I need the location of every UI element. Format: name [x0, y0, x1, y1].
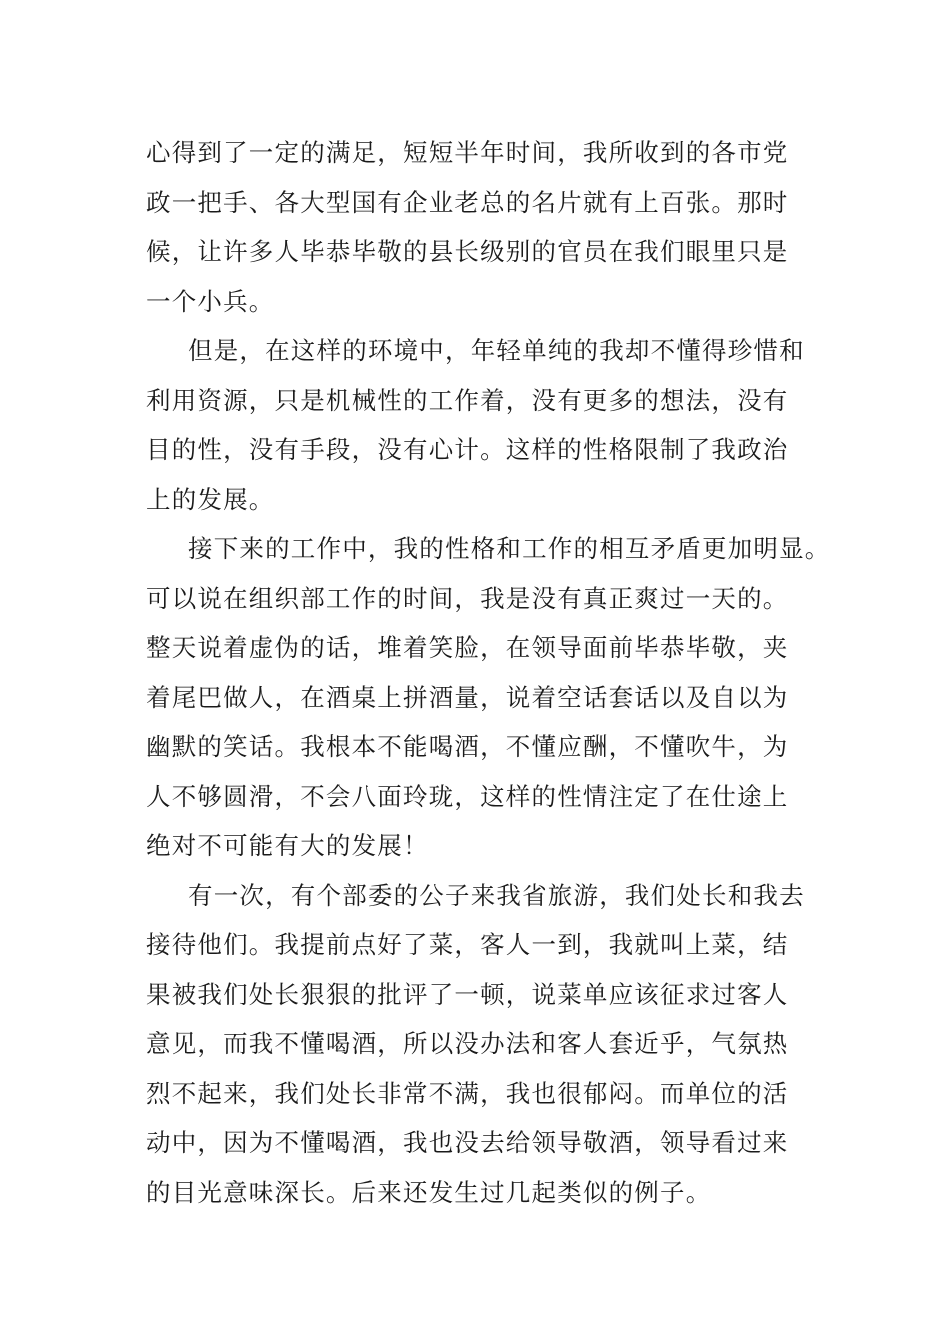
text-line: 着尾巴做人，在酒桌上拼酒量，说着空话套话以及自以为: [146, 682, 789, 712]
text-line: 一个小兵。: [146, 286, 275, 316]
text-line: 动中，因为不懂喝酒，我也没去给领导敬酒，领导看过来: [146, 1128, 789, 1157]
text-line: 政一把手、各大型国有企业老总的名片就有上百张。那时: [146, 187, 789, 217]
text-line: 幽默的笑话。我根本不能喝酒，不懂应酬，不懂吹牛，为: [146, 732, 789, 761]
text-line: 候，让许多人毕恭毕敬的县长级别的官员在我们眼里只是: [146, 237, 789, 266]
text-line: 心得到了一定的满足，短短半年时间，我所收到的各市党: [146, 138, 789, 167]
paragraph-first-line: 接下来的工作中，我的性格和工作的相互矛盾更加明显。: [188, 534, 831, 563]
text-line: 目的性，没有手段，没有心计。这样的性格限制了我政治: [146, 435, 789, 464]
text-line: 果被我们处长狠狠的批评了一顿，说菜单应该征求过客人: [146, 979, 789, 1009]
text-line: 的目光意味深长。后来还发生过几起类似的例子。: [146, 1177, 712, 1207]
text-line: 意见，而我不懂喝酒，所以没办法和客人套近乎，气氛热: [146, 1029, 789, 1058]
text-line: 利用资源，只是机械性的工作着，没有更多的想法，没有: [146, 385, 789, 415]
text-line: 整天说着虚伪的话，堆着笑脸，在领导面前毕恭毕敬，夹: [146, 633, 789, 662]
paragraph-first-line: 有一次，有个部委的公子来我省旅游，我们处长和我去: [188, 880, 805, 910]
text-line: 烈不起来，我们处长非常不满，我也很郁闷。而单位的活: [146, 1078, 789, 1108]
text-line: 上的发展。: [146, 484, 275, 514]
document-body: [146, 128, 846, 1217]
text-line: 人不够圆滑，不会八面玲珑，这样的性情注定了在仕途上: [146, 781, 789, 811]
paragraph-first-line: 但是，在这样的环境中，年轻单纯的我却不懂得珍惜和: [188, 336, 805, 365]
text-line: 可以说在组织部工作的时间，我是没有真正爽过一天的。: [146, 583, 789, 613]
text-line: 绝对不可能有大的发展！: [146, 831, 429, 860]
text-line: 接待他们。我提前点好了菜，客人一到，我就叫上菜，结: [146, 930, 789, 959]
